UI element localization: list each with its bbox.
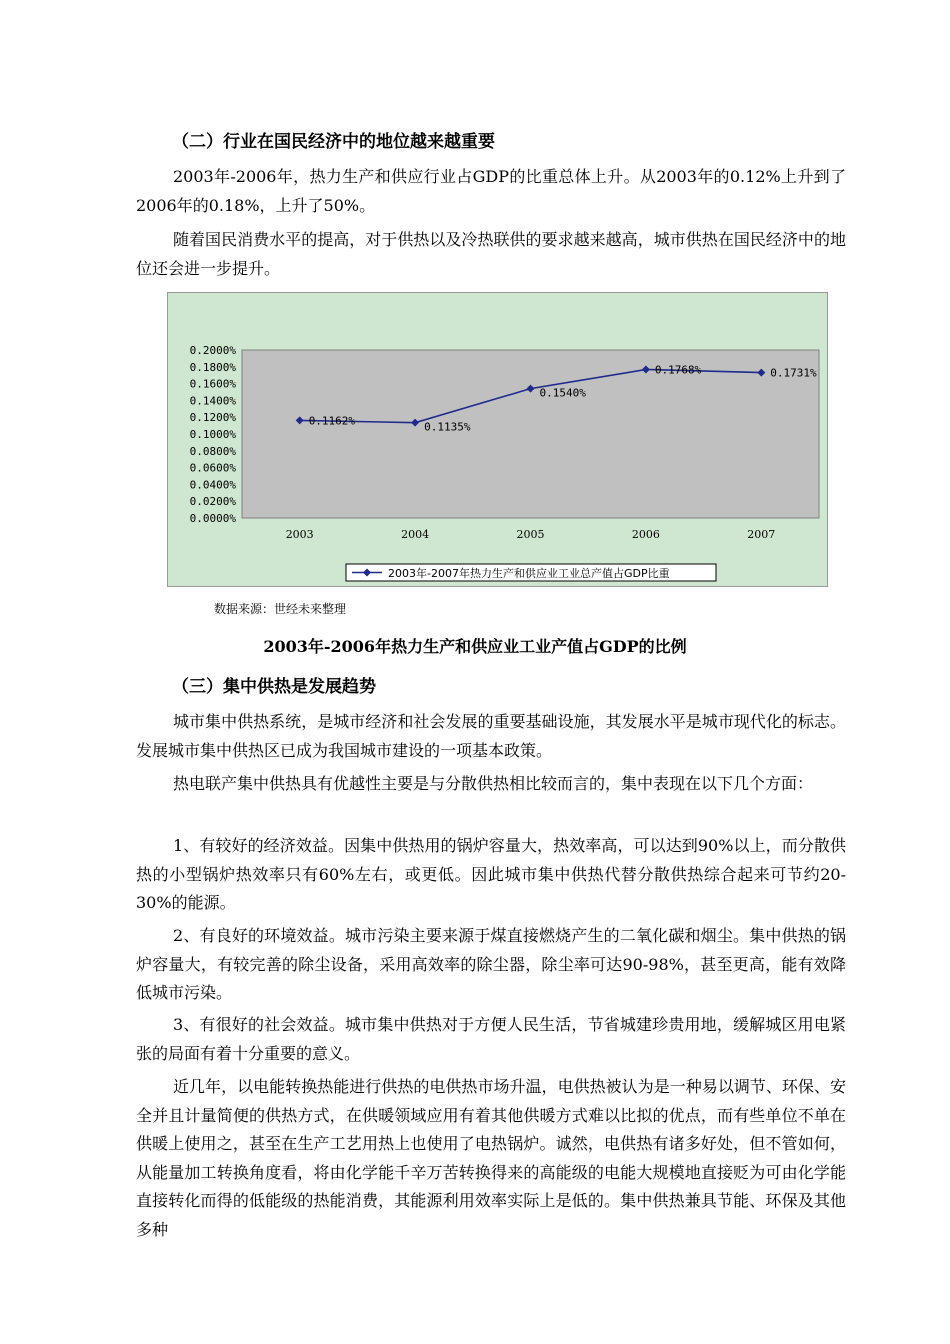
x-tick-label: 2004 (401, 528, 430, 541)
data-label: 0.1768% (654, 363, 702, 377)
paragraph-gdp-share: 2003年-2006年，热力生产和供应行业占GDP的比重总体上升。从2003年的0.12%上升到了2006年的0.18%，上升了50%。 (136, 167, 846, 215)
section-heading-central-heating: （三）集中供热是发展趋势 (172, 677, 376, 697)
y-tick-label: 0.0400% (189, 478, 236, 492)
y-tick-label: 0.0800% (189, 444, 236, 458)
x-tick-label: 2005 (516, 528, 545, 541)
paragraph-advantages-intro: 热电联产集中供热具有优越性主要是与分散供热相比较而言的，集中表现在以下几个方面： (173, 774, 814, 793)
y-tick-label: 0.1400% (189, 394, 236, 408)
y-tick-label: 0.1600% (189, 377, 236, 391)
section-heading-industry-position: （二）行业在国民经济中的地位越来越重要 (172, 132, 495, 152)
data-label: 0.1540% (539, 386, 586, 400)
x-tick-label: 2007 (747, 528, 776, 541)
paragraph-economic-benefit: 1、有较好的经济效益。因集中供热用的锅炉容量大，热效率高，可以达到90%以上，而分散供热的小型锅炉热效率只有60%左右，或更低。因此城市集中供热代替分散供热综合起来可节约20-30%的能源。 (136, 836, 846, 912)
paragraph-social-benefit: 3、有很好的社会效益。城市集中供热对于方便人民生活，节省城建珍贵用地，缓解城区用电紧张的局面有着十分重要的意义。 (136, 1015, 846, 1063)
y-tick-label: 0.0000% (189, 512, 236, 525)
paragraph-electric-heating: 近几年，以电能转换热能进行供热的电供热市场升温，电供热被认为是一种易以调节、环保、安全并且计量简便的供热方式，在供暖领域应用有着其他供暖方式难以比拟的优点，而有些单位不单在供暖上使用之，甚至在生产工艺用热上也使用了电热锅炉。诚然，电供热有诸多好处，但不管如何，从能量加工转换角度看，将由化学能千辛万苦转换得来的高能级的电能大规模地直接贬为可由化学能直接转化而得的低能级的热能消费，其能源利用效率实际上是低的。集中供热兼具节能、环保及其他多种 (136, 1077, 846, 1239)
y-tick-label: 0.2000% (189, 344, 236, 357)
data-label: 0.1731% (770, 366, 817, 380)
chart-caption: 2003年-2006年热力生产和供应业工业产值占GDP的比例 (263, 637, 687, 656)
data-label: 0.1162% (308, 414, 356, 428)
line-chart (167, 292, 828, 587)
chart-canvas (168, 293, 827, 586)
x-tick-label: 2006 (631, 528, 660, 541)
y-tick-label: 0.1200% (189, 411, 236, 425)
y-tick-label: 0.1000% (189, 428, 236, 441)
paragraph-central-heating-system: 城市集中供热系统，是城市经济和社会发展的重要基础设施，其发展水平是城市现代化的标志。发展城市集中供热区已成为我国城市建设的一项基本政策。 (136, 712, 846, 760)
plot-area (242, 350, 819, 518)
y-tick-label: 0.0600% (189, 461, 236, 475)
y-tick-label: 0.0200% (189, 495, 236, 509)
paragraph-environmental-benefit: 2、有良好的环境效益。城市污染主要来源于煤直接燃烧产生的二氧化碳和烟尘。集中供热的锅炉容量大，有较完善的除尘设备，采用高效率的除尘器，除尘率可达90-98%，甚至更高，能有效降低城市污染。 (136, 926, 846, 1002)
legend-label: 2003年-2007年热力生产和供应业工业总产值占GDP比重 (388, 567, 670, 580)
x-tick-label: 2003 (285, 528, 314, 541)
data-label: 0.1135% (424, 420, 471, 434)
y-tick-label: 0.1800% (189, 360, 236, 374)
paragraph-heating-demand: 随着国民消费水平的提高，对于供热以及冷热联供的要求越来越高，城市供热在国民经济中的地位还会进一步提升。 (136, 230, 846, 278)
chart-source-note: 数据来源：世经未来整理 (214, 602, 347, 616)
